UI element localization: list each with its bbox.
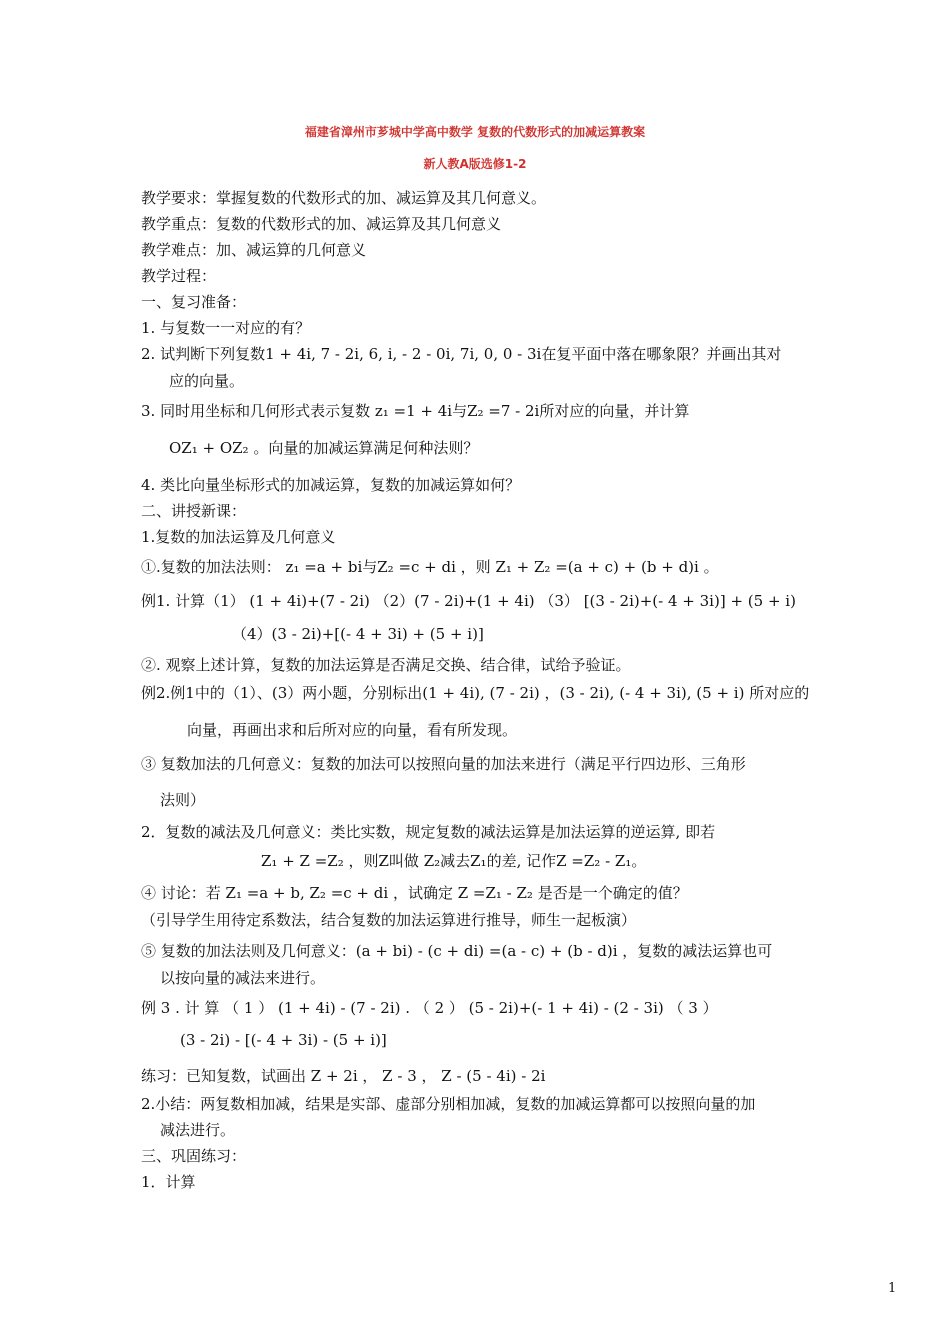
teaching-process-heading: 教学过程：: [141, 267, 217, 285]
subtraction-rule: ⑤ 复数的加法法则及几何意义：(a + bi) - (c + di) =(a - c) + (b - d)i ，复数的减法运算也可: [141, 942, 773, 960]
teaching-difficulty: 教学难点：加、减运算的几何意义: [141, 241, 367, 259]
teaching-requirement: 教学要求：掌握复数的代数形式的加、减运算及其几何意义。: [141, 189, 547, 207]
example-1-part-4: （4）(3 - 2i)+[(- 4 + 3i) + (5 + i)]: [232, 625, 484, 643]
addition-rule: ①.复数的加法法则： z₁ =a + bi与Z₂ =c + di ，则 Z₁ + Z₂ =(a + c) + (b + d)i 。: [141, 558, 719, 576]
subtraction-heading: 2．复数的减法及几何意义：类比实数，规定复数的减法运算是加法运算的逆运算, 即若: [141, 823, 716, 841]
teaching-key-point: 教学重点：复数的代数形式的加、减运算及其几何意义: [141, 215, 502, 233]
subtraction-rule-cont: 以按向量的减法来进行。: [160, 969, 326, 987]
review-item-2-cont: 应的向量。: [169, 372, 245, 390]
summary-cont: 减法进行。: [160, 1121, 236, 1139]
review-item-3: 3. 同时用坐标和几何形式表示复数 z₁ =1 + 4i与Z₂ =7 - 2i所对应的向量，并计算: [141, 402, 690, 420]
exercise: 练习：已知复数，试画出 Z + 2i ， Z - 3 ， Z - (5 - 4i) - 2i: [141, 1067, 546, 1085]
observation-2: ②. 观察上述计算，复数的加法运算是否满足交换、结合律，试给予验证。: [141, 656, 631, 674]
addition-geometric-meaning-cont: 法则）: [160, 791, 206, 809]
example-1: 例1. 计算（1） (1 + 4i)+(7 - 2i) （2）(7 - 2i)+(1 + 4i) （3） [(3 - 2i)+(- 4 + 3i)] + (5 + i): [141, 592, 796, 610]
review-item-4: 4. 类比向量坐标形式的加减运算，复数的加减运算如何？: [141, 476, 521, 494]
review-item-2: 2. 试判断下列复数1 + 4i, 7 - 2i, 6, i, - 2 - 0i, 7i, 0, 0 - 3i在复平面中落在哪象限？并画出其对: [141, 345, 782, 363]
section-new-lesson-heading: 二、讲授新课：: [141, 502, 247, 520]
example-3: 例 3 . 计 算 （ 1 ） (1 + 4i) - (7 - 2i) . （ 2 ） (5 - 2i)+(- 1 + 4i) - (2 - 3i) （ 3 ）: [141, 999, 718, 1017]
review-item-3-cont: OZ₁ + OZ₂ 。向量的加减运算满足何种法则？: [169, 439, 479, 457]
discussion-guide: （引导学生用待定系数法，结合复数的加法运算进行推导，师生一起板演）: [141, 911, 637, 929]
document-title: 福建省漳州市芗城中学高中数学 复数的代数形式的加减运算教案: [304, 125, 646, 139]
addition-geometric-meaning: ③ 复数加法的几何意义：复数的加法可以按照向量的加法来进行（满足平行四边形、三角形: [141, 755, 746, 773]
review-item-1: 1. 与复数一一对应的有？: [141, 319, 311, 337]
section-practice-heading: 三、巩固练习：: [141, 1147, 247, 1165]
example-2: 例2.例1中的（1）、(3）两小题，分别标出(1 + 4i), (7 - 2i) ，(3 - 2i), (- 4 + 3i), (5 + i) 所对应的: [141, 684, 810, 702]
section-review-heading: 一、复习准备：: [141, 293, 247, 311]
discussion-4: ④ 讨论：若 Z₁ =a + b, Z₂ =c + di ，试确定 Z =Z₁ - Z₂ 是否是一个确定的值？: [141, 884, 688, 902]
example-3-part-3: (3 - 2i) - [(- 4 + 3i) - (5 + i)]: [180, 1031, 387, 1049]
page-number: 1: [888, 1281, 897, 1296]
addition-heading: 1.复数的加法运算及几何意义: [141, 528, 336, 546]
example-2-cont: 向量，再画出求和后所对应的向量，看有所发现。: [187, 721, 518, 739]
practice-item-1: 1．计算: [141, 1173, 196, 1191]
document-subtitle: 新人教A版选修1-2: [423, 157, 527, 171]
subtraction-definition: Z₁ + Z =Z₂ ，则Z叫做 Z₂减去Z₁的差, 记作Z =Z₂ - Z₁。: [261, 852, 647, 870]
summary: 2.小结：两复数相加减，结果是实部、虚部分别相加减，复数的加减运算都可以按照向量的加: [141, 1095, 756, 1113]
